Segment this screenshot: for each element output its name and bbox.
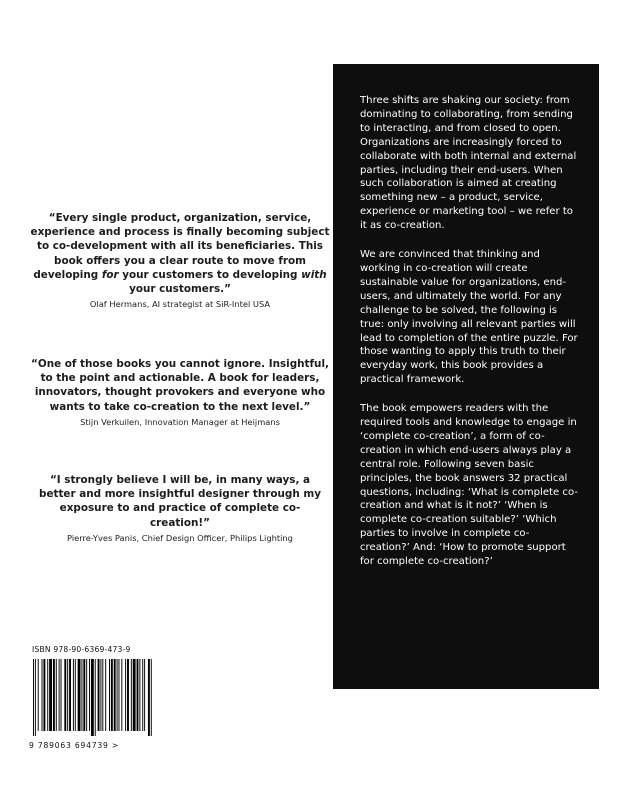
barcode-bar <box>49 659 52 731</box>
barcode-bar <box>98 659 100 731</box>
barcode-bar <box>151 659 152 736</box>
barcode-bar <box>148 659 150 736</box>
barcode-bar <box>64 659 66 731</box>
description-panel <box>333 64 599 689</box>
barcode-bar <box>109 659 110 731</box>
barcode-bar <box>142 659 143 731</box>
barcode-bar <box>111 659 113 731</box>
barcode-bar <box>95 659 96 736</box>
barcode-bar <box>35 659 36 736</box>
quote-attribution: Pierre-Yves Panis, Chief Design Officer, Philips Lighting <box>67 532 293 543</box>
barcode-bar <box>59 659 60 731</box>
barcode-bar <box>102 659 103 731</box>
barcode-bar <box>61 659 62 731</box>
barcode-bar <box>144 659 145 731</box>
description-paragraph: We are convinced that thinking and working in co-creation will create sustainable value for organizations, end-users, and ultimately the world. For any challenge to be solved, the following is true: only involving all relevant parties will lead to completion of the entire puzzle. For those wanting to apply this truth to their everyday work, this book provides a practical framework. <box>360 249 578 386</box>
barcode-image <box>33 659 154 736</box>
barcode-bar <box>119 659 120 731</box>
barcode-bar <box>91 659 94 736</box>
barcode-bar <box>125 659 126 731</box>
barcode-bar <box>127 659 129 731</box>
quote-text: “One of those books you cannot ignore. Insightful, to the point and actionable. A book for leaders, innovators, thought provokers and everyone who wants to take co-creation to the next level.” <box>31 358 329 413</box>
quote-emphasis-with: with <box>301 268 327 281</box>
quote-emphasis-for: for <box>101 268 119 281</box>
barcode-bar <box>67 659 68 731</box>
quote-stijn-verkuilen <box>30 357 330 428</box>
barcode-bar <box>78 659 81 731</box>
barcode-bar <box>86 659 87 731</box>
barcode-bar <box>75 659 76 731</box>
quote-text: “I strongly believe I will be, in many ways, a better and more insightful designer through my exposure to and practice of complete co-creation!” <box>39 474 321 529</box>
description-paragraph: Three shifts are shaking our society: from dominating to collaborating, from sending to interacting, and from closed to open. Organizations are increasingly forced to collaborate with both internal and external parties, including their end-users. When such collaboration is aimed at creating something new – a product, service, experience or marketing tool – we refer to it as co-creation. <box>360 95 577 232</box>
barcode-bar <box>139 659 140 731</box>
quote-text-part: “Every single product, organization, service, experience and process is finally becoming subject to co-development with all its beneficiaries. This book offers you a clear route to move from developing <box>30 212 330 281</box>
barcode-number: 9 789063 694739 > <box>29 741 120 750</box>
barcode-bar <box>81 659 82 731</box>
barcode-bar <box>105 659 106 731</box>
barcode-bar <box>83 659 85 731</box>
barcode-bar <box>43 659 45 731</box>
barcode-bar <box>89 659 90 731</box>
barcode-bar <box>131 659 132 731</box>
description-text-block <box>360 94 578 584</box>
quote-text <box>30 211 330 296</box>
barcode-bar <box>42 659 43 731</box>
quote-attribution: Stijn Verkuilen, Innovation Manager at Heijmans <box>80 416 280 427</box>
barcode-bar <box>73 659 74 731</box>
barcode-bar <box>100 659 101 731</box>
description-paragraph: The book empowers readers with the required tools and knowledge to engage in ‘complete co-creation’, a form of co-creation in which end-users always play a central role. Following seven basic principles, the book answers 32 practical questions, including: ‘What is complete co-creation and what is it not?’ ‘When is complete co-creation suitable?’ ‘Which parties to involve in complete co-creation?’ And: ‘How to promote support for complete co-creation?’ <box>360 403 578 568</box>
barcode-bar <box>121 659 122 731</box>
quote-text-part: your customers to developing <box>118 268 302 281</box>
barcode-bar <box>117 659 118 731</box>
barcode-bar <box>33 659 34 736</box>
quote-attribution: Olaf Hermans, AI strategist at SiR-Intel USA <box>89 299 271 310</box>
barcode-bar <box>114 659 116 731</box>
barcode-bar <box>47 659 48 731</box>
barcode-bar <box>56 659 57 731</box>
quote-pierre-yves-panis <box>30 473 330 544</box>
barcode-bar <box>137 659 139 731</box>
quote-text-part: your customers.” <box>129 283 231 296</box>
quote-olaf-hermans <box>30 211 330 310</box>
isbn-label: ISBN 978-90-6369-473-9 <box>32 645 131 654</box>
barcode-bar <box>133 659 136 731</box>
barcode-bar <box>53 659 55 731</box>
barcode-bar <box>69 659 71 731</box>
barcode-bar <box>38 659 39 731</box>
